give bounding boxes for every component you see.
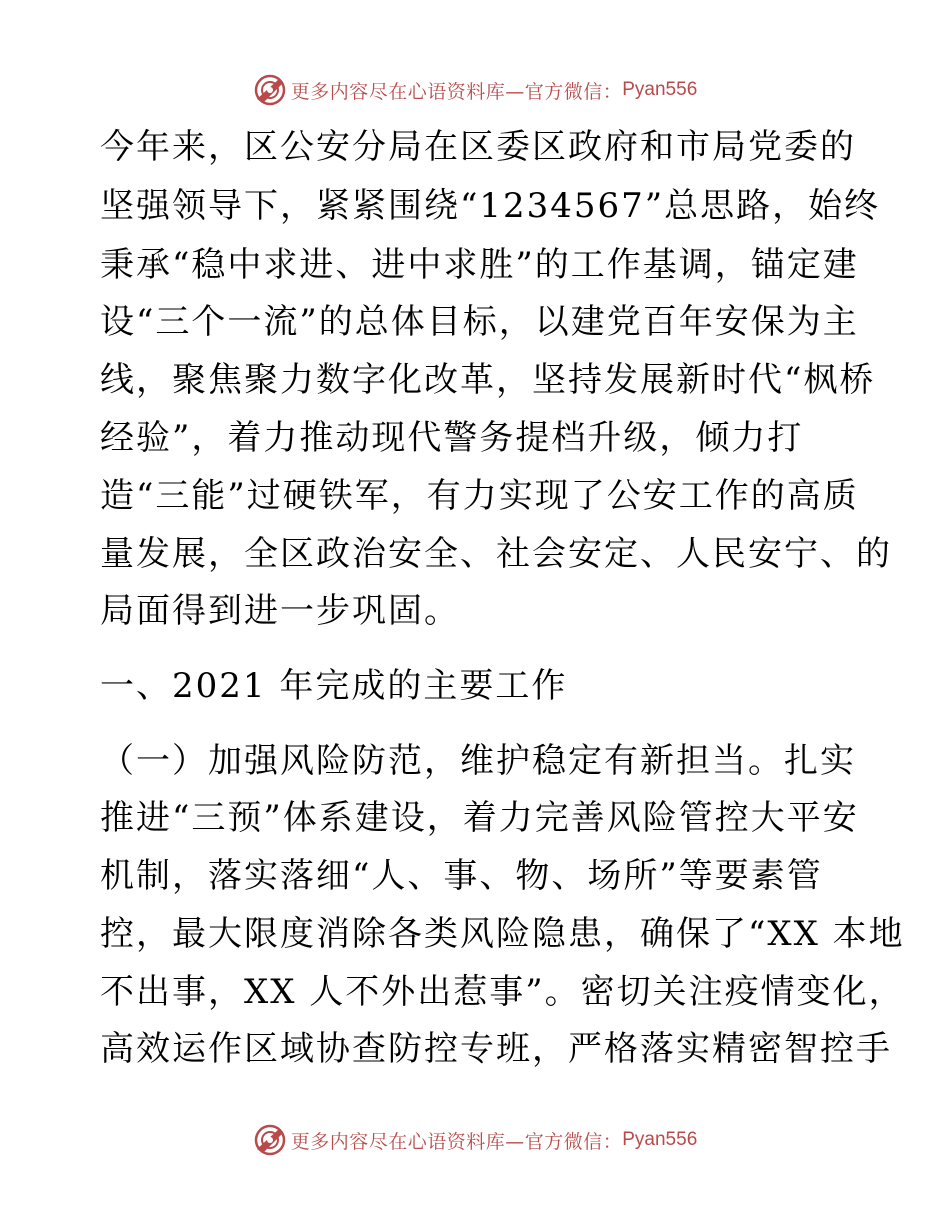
body-line: 机制，落实落细“人、事、物、场所”等要素管 — [100, 856, 823, 896]
body-line: 线，聚焦聚力数字化改革，坚持发展新时代“枫桥 — [100, 360, 876, 400]
section-heading: 一、2021 年完成的主要工作 — [100, 666, 568, 706]
subsection-heading: （一）加强风险防范，维护稳定有新担当。扎实 — [100, 741, 856, 781]
watermark-top — [0, 70, 950, 110]
watermark-wechat-id: Pyan556 — [622, 1129, 698, 1150]
watermark-text: 更多内容尽在心语资料库—官方微信： — [290, 1130, 623, 1153]
watermark-text: 更多内容尽在心语资料库—官方微信： — [290, 80, 623, 103]
body-line: 坚强领导下，紧紧围绕“1234567”总思路，始终 — [100, 186, 881, 226]
body-line: 量发展，全区政治安全、社会安定、人民安宁、的 — [100, 534, 892, 574]
body-line: 推进“三预”体系建设，着力完善风险管控大平安 — [100, 798, 859, 838]
watermark-wechat-id: Pyan556 — [622, 79, 698, 100]
body-line: 设“三个一流”的总体目标，以建党百年安保为主 — [100, 302, 859, 342]
body-line: 不出事，XX 人不外出惹事”。密切关注疫情变化， — [100, 972, 905, 1012]
seal-logo-icon — [253, 73, 287, 107]
body-line: 高效运作区域协查防控专班，严格落实精密智控手 — [100, 1029, 892, 1069]
body-line: 控，最大限度消除各类风险隐患，确保了“XX 本地 — [100, 914, 905, 954]
body-line: 局面得到进一步巩固。 — [100, 591, 460, 631]
body-line: 今年来，区公安分局在区委区政府和市局党委的 — [100, 127, 856, 167]
seal-logo-icon — [253, 1123, 287, 1157]
body-line: 造“三能”过硬铁军，有力实现了公安工作的高质 — [100, 476, 859, 516]
body-line: 秉承“稳中求进、进中求胜”的工作基调，锚定建 — [100, 245, 859, 285]
body-line: 经验”，着力推动现代警务提档升级，倾力打 — [100, 418, 804, 458]
watermark-bottom — [0, 1120, 950, 1160]
